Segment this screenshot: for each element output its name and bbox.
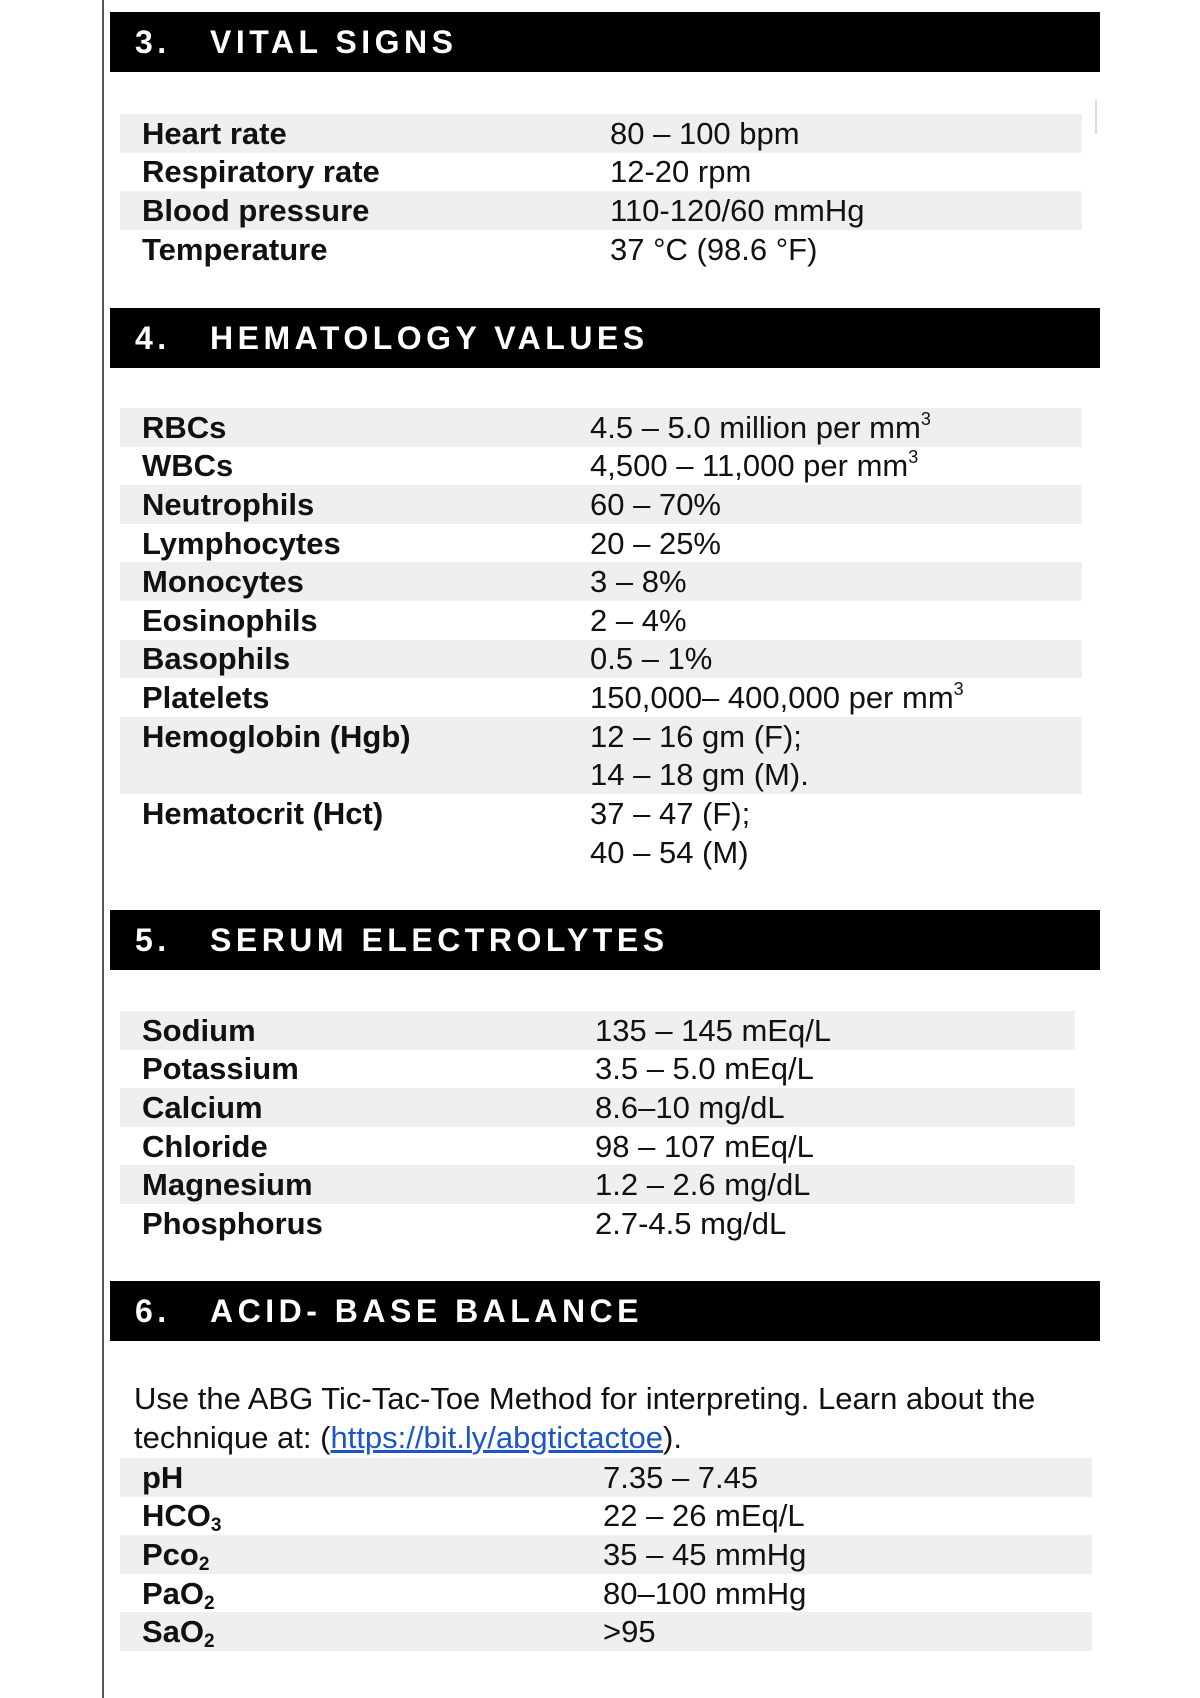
table-row <box>120 1612 1092 1651</box>
vital-signs-table <box>120 114 1082 268</box>
row-value: 135 – 145 mEq/L <box>595 1012 832 1048</box>
row-label: Sodium <box>142 1012 256 1048</box>
section-acid-base <box>110 1281 1100 1653</box>
section-electrolytes <box>110 910 1100 1241</box>
table-row <box>120 794 1082 871</box>
row-label: Platelets <box>142 679 270 715</box>
row-value: 12 – 16 gm (F); 14 – 18 gm (M). <box>590 718 809 793</box>
row-value: 98 – 107 mEq/L <box>595 1128 814 1164</box>
row-label: Blood pressure <box>142 192 370 228</box>
table-row <box>120 1011 1075 1050</box>
hematology-table <box>120 408 1082 871</box>
row-value: 80–100 mmHg <box>603 1575 807 1611</box>
table-row <box>120 1204 1075 1243</box>
section-header <box>110 12 1100 72</box>
row-value: 8.6–10 mg/dL <box>595 1089 785 1125</box>
row-value: 110-120/60 mmHg <box>610 192 865 228</box>
row-label: Lymphocytes <box>142 525 341 561</box>
table-row <box>120 1458 1092 1497</box>
page-left-border <box>102 0 104 1698</box>
row-value: 3 – 8% <box>590 564 687 600</box>
row-value: 2.7-4.5 mg/dL <box>595 1205 787 1241</box>
table-row <box>120 408 1082 447</box>
table-row <box>120 717 1082 794</box>
row-label: pH <box>142 1459 184 1495</box>
section-hematology <box>110 308 1100 870</box>
row-label: RBCs <box>142 409 227 445</box>
section-header <box>110 1281 1100 1341</box>
table-row <box>120 114 1082 153</box>
row-label: $HCO_3$ <box>142 1498 222 1537</box>
section-number: 5. <box>135 921 171 958</box>
row-label: Temperature <box>142 231 328 267</box>
row-label: SaO$_2$ <box>142 1614 215 1653</box>
section-title: SERUM ELECTROLYTES <box>210 921 669 958</box>
table-row <box>120 191 1082 230</box>
row-value: 1.2 – 2.6 mg/dL <box>595 1167 811 1203</box>
section-number: 3. <box>135 23 171 60</box>
row-label: Hemoglobin (Hgb) <box>142 718 411 754</box>
row-label: Basophils <box>142 641 291 677</box>
table-row <box>120 562 1082 601</box>
row-value: 35 – 45 mmHg <box>603 1536 807 1572</box>
row-value: 80 – 100 bpm <box>610 115 800 151</box>
row-value: 12-20 rpm <box>610 154 752 190</box>
table-row <box>120 1497 1092 1536</box>
table-row <box>120 1535 1092 1574</box>
table-row <box>120 640 1082 679</box>
section-title: ACID- BASE BALANCE <box>210 1292 643 1329</box>
abg-link[interactable]: https://bit.ly/abgtictactoe <box>330 1419 664 1455</box>
table-row <box>120 153 1082 192</box>
row-label: Eosinophils <box>142 602 318 638</box>
row-label: Neutrophils <box>142 486 315 522</box>
section-number: 4. <box>135 319 171 356</box>
row-label: Magnesium <box>142 1167 313 1203</box>
row-label: Monocytes <box>142 564 304 600</box>
section-vital-signs <box>110 12 1100 267</box>
acid-base-table <box>120 1458 1092 1651</box>
row-value: 60 – 70% <box>590 486 721 522</box>
row-label: Calcium <box>142 1089 263 1125</box>
section-number: 6. <box>135 1292 171 1329</box>
table-row <box>120 601 1082 640</box>
page-right-edge <box>1095 100 1097 134</box>
row-value: 37 °C (98.6 °F) <box>610 231 818 267</box>
table-row <box>120 1127 1075 1166</box>
table-row <box>120 678 1082 717</box>
table-row <box>120 485 1082 524</box>
row-label: Phosphorus <box>142 1205 323 1241</box>
row-value: 3.5 – 5.0 mEq/L <box>595 1051 814 1087</box>
row-value: 2 – 4% <box>590 602 687 638</box>
table-row <box>120 1050 1075 1089</box>
row-value: 4.5 – 5.0 million per $mm^3$ <box>590 408 931 445</box>
row-label: PaO$_2$ <box>142 1575 215 1614</box>
electrolytes-table <box>120 1011 1075 1243</box>
row-label: Potassium <box>142 1051 299 1087</box>
row-value: >95 <box>603 1614 656 1650</box>
table-row <box>120 447 1082 486</box>
row-value: 4,500 – 11,000 per $mm^3$ <box>590 447 919 484</box>
row-label: Heart rate <box>142 115 287 151</box>
section-title: VITAL SIGNS <box>210 23 458 60</box>
row-value: 37 – 47 (F); 40 – 54 (M) <box>590 795 751 870</box>
row-label: Hematocrit (Hct) <box>142 795 384 831</box>
table-row <box>120 230 1082 269</box>
row-label: Chloride <box>142 1128 268 1164</box>
section-title: HEMATOLOGY VALUES <box>210 319 649 356</box>
table-row <box>120 524 1082 563</box>
row-label: Pco$_2$ <box>142 1536 210 1575</box>
table-row <box>120 1165 1075 1204</box>
intro-paragraph: Use the ABG Tic-Tac-Toe Method for interpreting. Learn about the technique at: (https://bit.ly/abgtictactoe). <box>134 1381 1036 1455</box>
row-value: 0.5 – 1% <box>590 641 713 677</box>
table-row <box>120 1088 1075 1127</box>
section-header <box>110 910 1100 970</box>
row-value: 150,000– 400,000 per $mm^3$ <box>590 678 964 715</box>
row-label: WBCs <box>142 448 234 484</box>
row-value: 7.35 – 7.45 <box>603 1459 759 1495</box>
table-row <box>120 1574 1092 1613</box>
row-value: 22 – 26 mEq/L <box>603 1498 805 1534</box>
row-value: 20 – 25% <box>590 525 721 561</box>
row-label: Respiratory rate <box>142 154 380 190</box>
section-header <box>110 308 1100 368</box>
